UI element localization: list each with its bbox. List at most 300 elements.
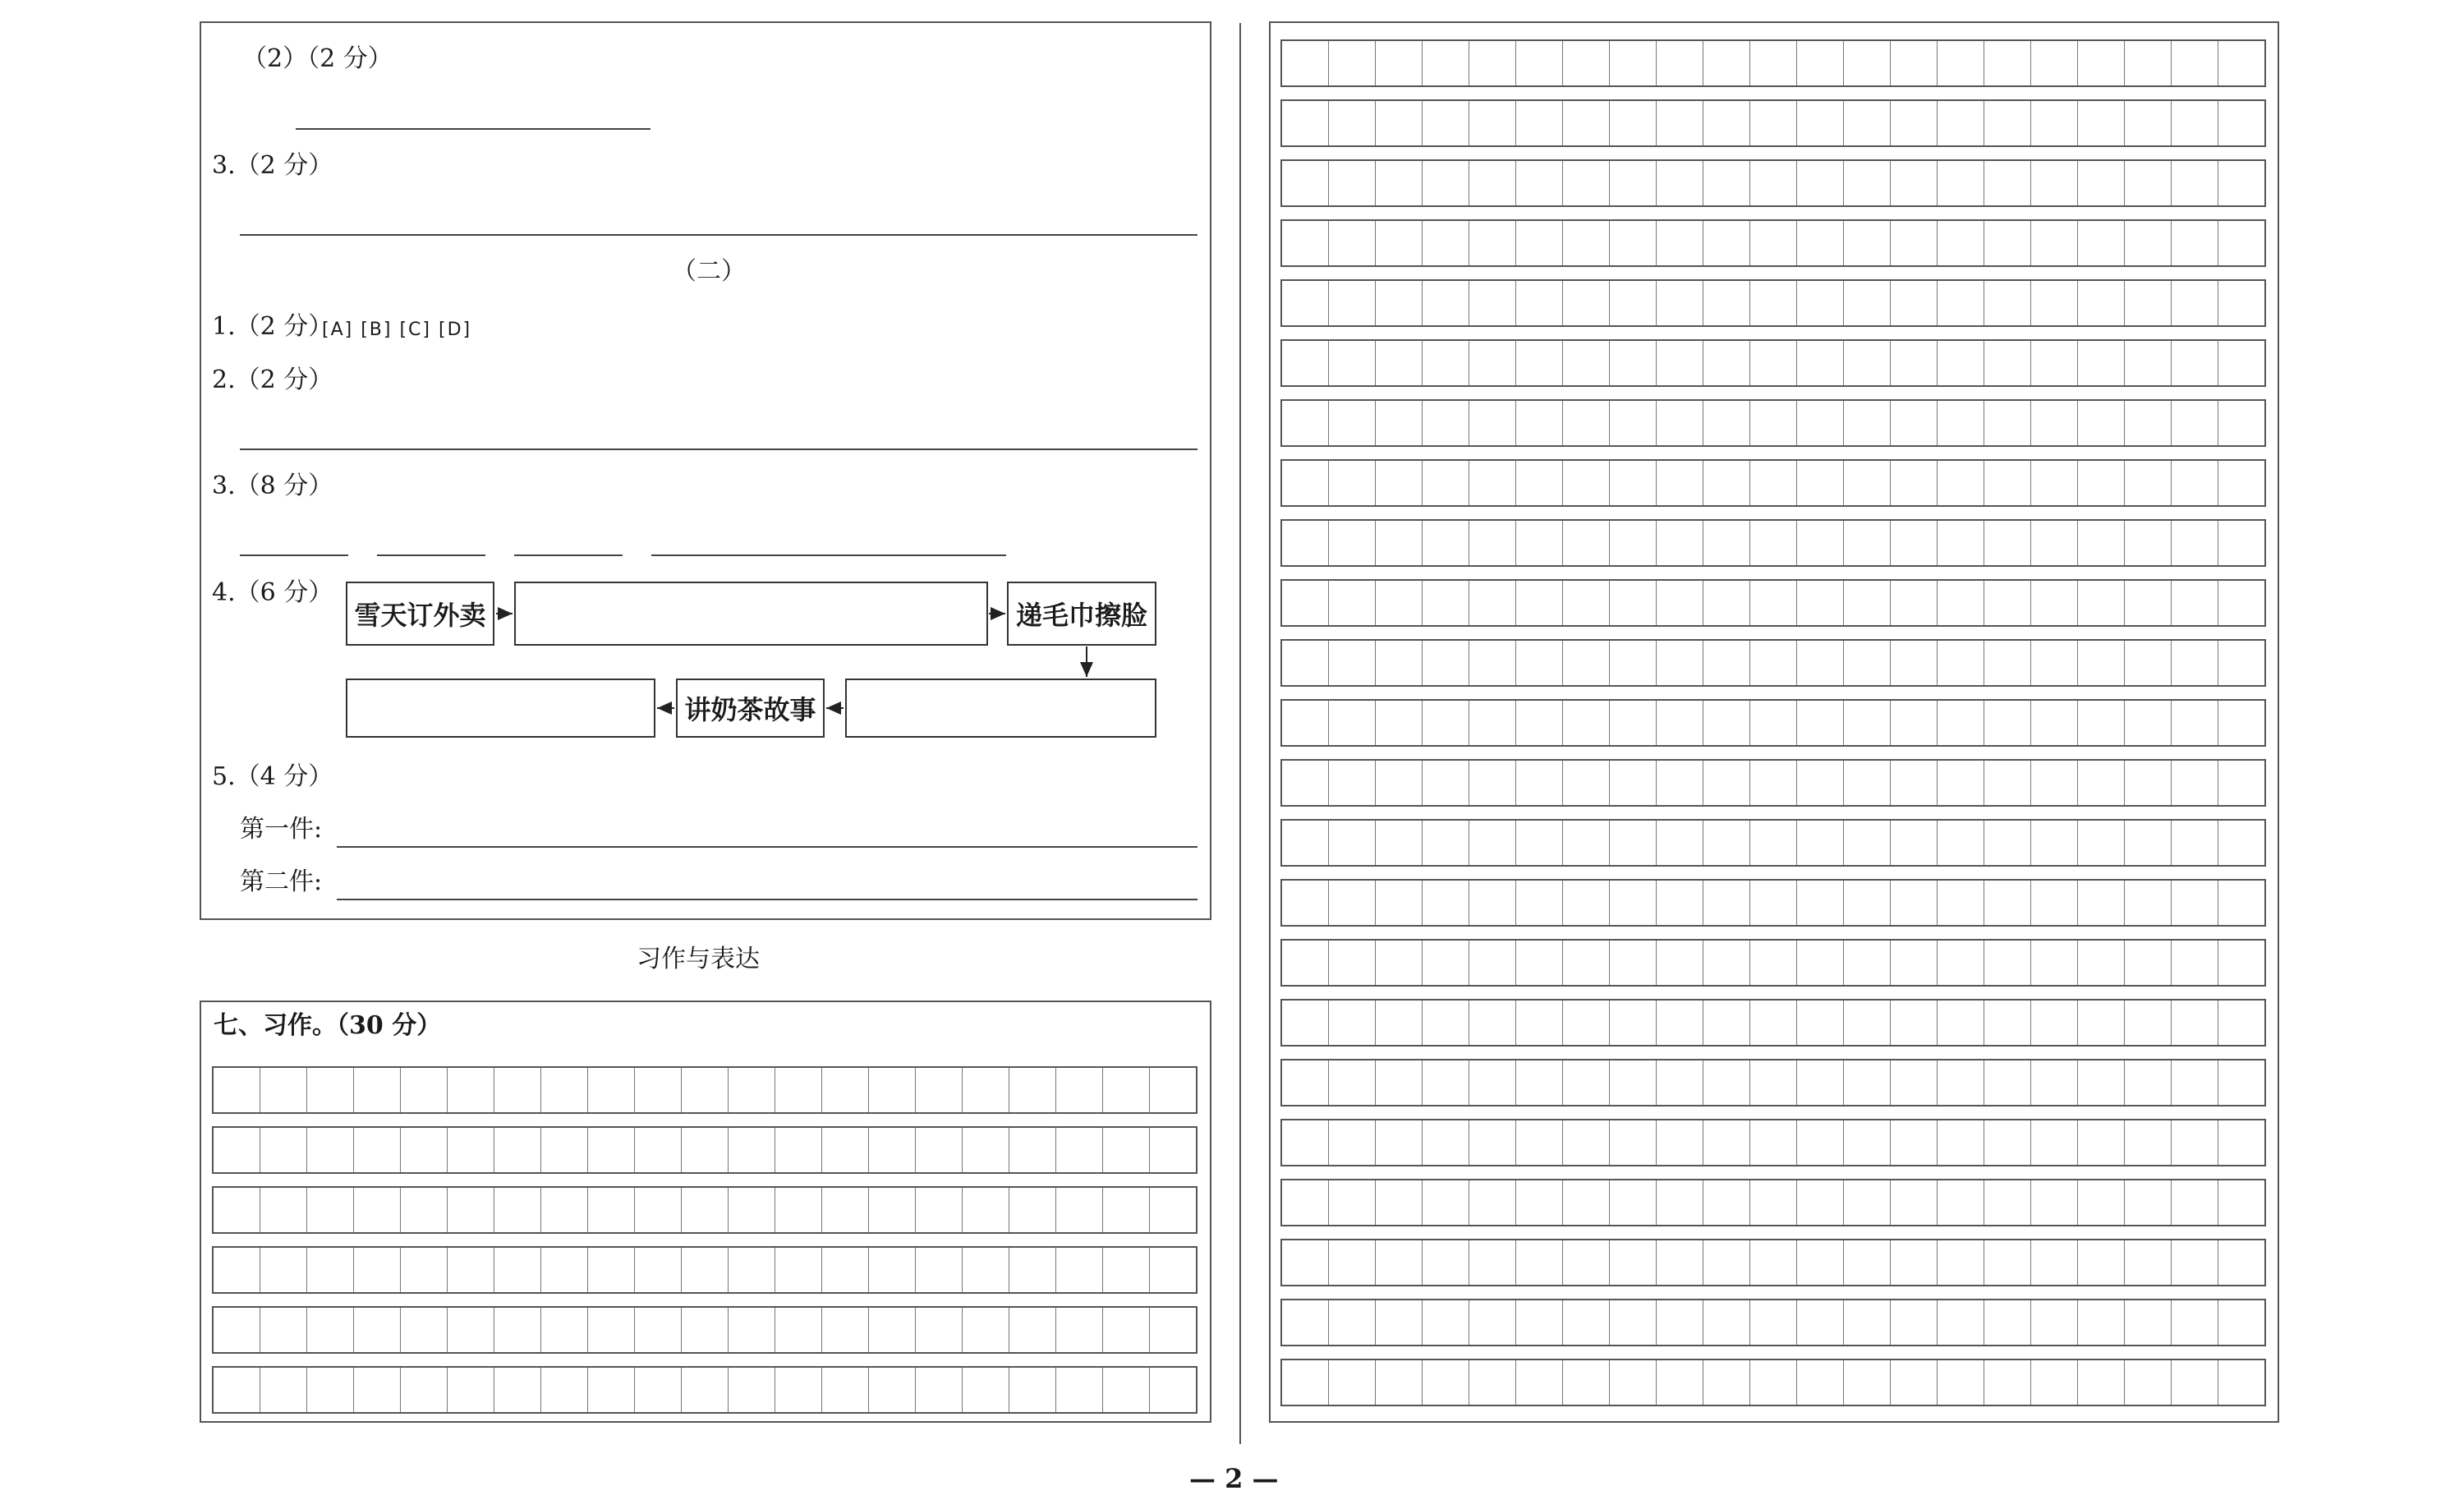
grid-cell[interactable] (1469, 1180, 1516, 1225)
grid-cell[interactable] (2078, 1240, 2125, 1285)
grid-cell[interactable] (2125, 161, 2172, 205)
grid-cell[interactable] (1891, 41, 1938, 85)
grid-cell[interactable] (1423, 701, 1469, 745)
grid-cell[interactable] (963, 1128, 1009, 1172)
grid-cell[interactable] (1844, 221, 1891, 265)
grid-cell[interactable] (1423, 101, 1469, 145)
grid-cell[interactable] (1563, 1360, 1610, 1405)
grid-cell[interactable] (1423, 761, 1469, 805)
grid-cell[interactable] (1797, 581, 1844, 625)
grid-cell[interactable] (1657, 281, 1703, 325)
grid-cell[interactable] (1703, 941, 1750, 985)
grid-cell[interactable] (1423, 221, 1469, 265)
grid-cell[interactable] (1563, 641, 1610, 685)
grid-cell[interactable] (1891, 1120, 1938, 1165)
grid-cell[interactable] (1938, 581, 1984, 625)
grid-cell[interactable] (260, 1248, 307, 1292)
grid-cell[interactable] (1938, 401, 1984, 445)
grid-cell[interactable] (588, 1248, 635, 1292)
grid-cell[interactable] (1703, 1001, 1750, 1045)
grid-cell[interactable] (354, 1308, 401, 1352)
grid-cell[interactable] (1984, 881, 2031, 925)
grid-cell[interactable] (1891, 461, 1938, 505)
grid-cell[interactable] (1938, 461, 1984, 505)
grid-cell[interactable] (1056, 1128, 1103, 1172)
grid-cell[interactable] (2125, 401, 2172, 445)
grid-cell[interactable] (1469, 521, 1516, 565)
s2-q1-options[interactable]: [A] [B] [C] [D] (322, 320, 472, 340)
grid-cell[interactable] (1516, 881, 1563, 925)
grid-cell[interactable] (1610, 1120, 1657, 1165)
grid-cell[interactable] (682, 1068, 729, 1112)
grid-cell[interactable] (1516, 401, 1563, 445)
grid-cell[interactable] (2125, 221, 2172, 265)
grid-cell[interactable] (1750, 281, 1797, 325)
grid-cell[interactable] (2125, 1120, 2172, 1165)
grid-cell[interactable] (2125, 941, 2172, 985)
grid-cell[interactable] (2172, 941, 2218, 985)
grid-cell[interactable] (1657, 1240, 1703, 1285)
grid-cell[interactable] (1703, 521, 1750, 565)
grid-cell[interactable] (1563, 821, 1610, 865)
grid-cell[interactable] (1938, 821, 1984, 865)
grid-cell[interactable] (963, 1068, 1009, 1112)
grid-cell[interactable] (963, 1248, 1009, 1292)
grid-cell[interactable] (1610, 761, 1657, 805)
grid-cell[interactable] (2078, 821, 2125, 865)
grid-cell[interactable] (916, 1308, 963, 1352)
grid-cell[interactable] (2172, 281, 2218, 325)
grid-cell[interactable] (2218, 1300, 2264, 1345)
grid-cell[interactable] (214, 1368, 260, 1412)
grid-cell[interactable] (2172, 341, 2218, 385)
grid-cell[interactable] (1103, 1248, 1150, 1292)
grid-cell[interactable] (2031, 941, 2078, 985)
grid-cell[interactable] (963, 1308, 1009, 1352)
grid-cell[interactable] (2031, 1060, 2078, 1105)
grid-cell[interactable] (1563, 581, 1610, 625)
grid-cell[interactable] (1891, 761, 1938, 805)
grid-cell[interactable] (2031, 161, 2078, 205)
grid-cell[interactable] (1376, 1240, 1423, 1285)
grid-cell[interactable] (1844, 941, 1891, 985)
grid-cell[interactable] (1329, 461, 1376, 505)
grid-cell[interactable] (1891, 521, 1938, 565)
grid-cell[interactable] (1750, 101, 1797, 145)
grid-cell[interactable] (588, 1128, 635, 1172)
grid-cell[interactable] (1282, 581, 1329, 625)
grid-cell[interactable] (1423, 521, 1469, 565)
grid-cell[interactable] (1844, 281, 1891, 325)
grid-cell[interactable] (1984, 1240, 2031, 1285)
grid-cell[interactable] (2125, 641, 2172, 685)
grid-cell[interactable] (2031, 101, 2078, 145)
grid-cell[interactable] (1056, 1068, 1103, 1112)
grid-cell[interactable] (541, 1368, 588, 1412)
grid-cell[interactable] (1984, 41, 2031, 85)
grid-cell[interactable] (2031, 521, 2078, 565)
grid-cell[interactable] (1938, 281, 1984, 325)
grid-cell[interactable] (2125, 1060, 2172, 1105)
grid-cell[interactable] (869, 1068, 916, 1112)
grid-cell[interactable] (307, 1368, 354, 1412)
grid-cell[interactable] (1516, 1300, 1563, 1345)
grid-cell[interactable] (1376, 461, 1423, 505)
grid-cell[interactable] (1844, 341, 1891, 385)
grid-cell[interactable] (1329, 1001, 1376, 1045)
grid-cell[interactable] (1516, 1180, 1563, 1225)
grid-cell[interactable] (1891, 581, 1938, 625)
grid-cell[interactable] (1703, 761, 1750, 805)
grid-cell[interactable] (1282, 761, 1329, 805)
grid-cell[interactable] (775, 1248, 822, 1292)
grid-cell[interactable] (1009, 1128, 1056, 1172)
grid-cell[interactable] (1610, 101, 1657, 145)
grid-cell[interactable] (2218, 461, 2264, 505)
grid-cell[interactable] (916, 1248, 963, 1292)
grid-cell[interactable] (1750, 1360, 1797, 1405)
grid-cell[interactable] (1516, 701, 1563, 745)
grid-cell[interactable] (1376, 941, 1423, 985)
grid-cell[interactable] (1376, 41, 1423, 85)
grid-cell[interactable] (1938, 1060, 1984, 1105)
grid-cell[interactable] (1610, 1360, 1657, 1405)
grid-cell[interactable] (1009, 1368, 1056, 1412)
grid-cell[interactable] (448, 1308, 494, 1352)
grid-cell[interactable] (307, 1308, 354, 1352)
grid-cell[interactable] (1329, 401, 1376, 445)
grid-cell[interactable] (448, 1128, 494, 1172)
grid-cell[interactable] (1750, 341, 1797, 385)
grid-cell[interactable] (1423, 281, 1469, 325)
grid-cell[interactable] (1750, 701, 1797, 745)
grid-cell[interactable] (2031, 581, 2078, 625)
grid-cell[interactable] (916, 1068, 963, 1112)
grid-cell[interactable] (1610, 1180, 1657, 1225)
grid-cell[interactable] (1469, 581, 1516, 625)
grid-cell[interactable] (1563, 521, 1610, 565)
grid-cell[interactable] (1423, 941, 1469, 985)
grid-cell[interactable] (1610, 1240, 1657, 1285)
grid-cell[interactable] (2078, 701, 2125, 745)
grid-cell[interactable] (448, 1188, 494, 1232)
grid-cell[interactable] (1329, 161, 1376, 205)
grid-cell[interactable] (2218, 1240, 2264, 1285)
grid-cell[interactable] (1938, 881, 1984, 925)
grid-cell[interactable] (1469, 1360, 1516, 1405)
grid-cell[interactable] (2218, 881, 2264, 925)
grid-cell[interactable] (1563, 281, 1610, 325)
grid-cell[interactable] (1469, 461, 1516, 505)
grid-cell[interactable] (1797, 1360, 1844, 1405)
grid-cell[interactable] (2218, 581, 2264, 625)
grid-cell[interactable] (1563, 1001, 1610, 1045)
grid-cell[interactable] (1938, 1120, 1984, 1165)
grid-cell[interactable] (2218, 341, 2264, 385)
grid-cell[interactable] (1844, 581, 1891, 625)
grid-cell[interactable] (775, 1128, 822, 1172)
grid-cell[interactable] (822, 1248, 869, 1292)
grid-cell[interactable] (1516, 41, 1563, 85)
grid-cell[interactable] (2125, 701, 2172, 745)
grid-cell[interactable] (1750, 1180, 1797, 1225)
grid-cell[interactable] (1984, 1360, 2031, 1405)
grid-cell[interactable] (2078, 161, 2125, 205)
grid-cell[interactable] (2172, 221, 2218, 265)
grid-cell[interactable] (1516, 761, 1563, 805)
grid-cell[interactable] (2218, 521, 2264, 565)
grid-cell[interactable] (963, 1368, 1009, 1412)
grid-cell[interactable] (729, 1128, 775, 1172)
grid-cell[interactable] (1891, 401, 1938, 445)
grid-cell[interactable] (1329, 221, 1376, 265)
grid-cell[interactable] (2218, 221, 2264, 265)
grid-cell[interactable] (1329, 521, 1376, 565)
grid-cell[interactable] (1797, 341, 1844, 385)
grid-cell[interactable] (1797, 461, 1844, 505)
grid-cell[interactable] (1703, 461, 1750, 505)
grid-cell[interactable] (1282, 1001, 1329, 1045)
grid-cell[interactable] (916, 1188, 963, 1232)
grid-cell[interactable] (448, 1068, 494, 1112)
grid-cell[interactable] (1282, 101, 1329, 145)
grid-cell[interactable] (1610, 281, 1657, 325)
grid-cell[interactable] (2218, 161, 2264, 205)
grid-cell[interactable] (1657, 1120, 1703, 1165)
grid-cell[interactable] (1844, 461, 1891, 505)
grid-cell[interactable] (1469, 161, 1516, 205)
grid-cell[interactable] (1469, 761, 1516, 805)
grid-cell[interactable] (1469, 701, 1516, 745)
grid-cell[interactable] (1423, 881, 1469, 925)
grid-cell[interactable] (2078, 461, 2125, 505)
grid-cell[interactable] (1009, 1188, 1056, 1232)
grid-cell[interactable] (1657, 521, 1703, 565)
grid-cell[interactable] (1984, 461, 2031, 505)
grid-cell[interactable] (775, 1308, 822, 1352)
grid-cell[interactable] (1984, 1180, 2031, 1225)
grid-cell[interactable] (2172, 41, 2218, 85)
grid-cell[interactable] (775, 1188, 822, 1232)
grid-cell[interactable] (2172, 1120, 2218, 1165)
grid-cell[interactable] (1984, 1001, 2031, 1045)
grid-cell[interactable] (2218, 281, 2264, 325)
grid-cell[interactable] (2172, 1240, 2218, 1285)
grid-cell[interactable] (729, 1368, 775, 1412)
grid-cell[interactable] (1703, 401, 1750, 445)
grid-cell[interactable] (354, 1188, 401, 1232)
grid-cell[interactable] (1984, 161, 2031, 205)
grid-cell[interactable] (1984, 701, 2031, 745)
grid-cell[interactable] (1984, 581, 2031, 625)
grid-cell[interactable] (2172, 581, 2218, 625)
grid-cell[interactable] (1563, 1060, 1610, 1105)
grid-cell[interactable] (307, 1128, 354, 1172)
grid-cell[interactable] (1610, 401, 1657, 445)
grid-cell[interactable] (1150, 1128, 1196, 1172)
grid-cell[interactable] (2218, 641, 2264, 685)
grid-cell[interactable] (1329, 881, 1376, 925)
grid-cell[interactable] (1938, 1001, 1984, 1045)
grid-cell[interactable] (214, 1248, 260, 1292)
grid-cell[interactable] (1984, 221, 2031, 265)
grid-cell[interactable] (1984, 1060, 2031, 1105)
grid-cell[interactable] (2172, 521, 2218, 565)
grid-cell[interactable] (2078, 581, 2125, 625)
grid-cell[interactable] (1657, 821, 1703, 865)
grid-cell[interactable] (1563, 881, 1610, 925)
grid-cell[interactable] (1563, 1240, 1610, 1285)
grid-cell[interactable] (1891, 161, 1938, 205)
grid-cell[interactable] (2218, 761, 2264, 805)
grid-cell[interactable] (541, 1188, 588, 1232)
grid-cell[interactable] (869, 1248, 916, 1292)
grid-cell[interactable] (2218, 941, 2264, 985)
grid-cell[interactable] (2031, 221, 2078, 265)
grid-cell[interactable] (1563, 1120, 1610, 1165)
grid-cell[interactable] (2031, 341, 2078, 385)
grid-cell[interactable] (1009, 1248, 1056, 1292)
grid-cell[interactable] (869, 1188, 916, 1232)
grid-cell[interactable] (1516, 941, 1563, 985)
grid-cell[interactable] (1103, 1188, 1150, 1232)
grid-cell[interactable] (2078, 1001, 2125, 1045)
grid-cell[interactable] (2078, 881, 2125, 925)
grid-cell[interactable] (1563, 1300, 1610, 1345)
grid-cell[interactable] (869, 1128, 916, 1172)
grid-cell[interactable] (1797, 161, 1844, 205)
grid-cell[interactable] (1282, 821, 1329, 865)
grid-cell[interactable] (635, 1248, 682, 1292)
grid-cell[interactable] (2172, 1180, 2218, 1225)
grid-cell[interactable] (1891, 1360, 1938, 1405)
grid-cell[interactable] (1750, 1120, 1797, 1165)
grid-cell[interactable] (1797, 821, 1844, 865)
grid-cell[interactable] (1797, 641, 1844, 685)
grid-cell[interactable] (1469, 341, 1516, 385)
grid-cell[interactable] (1750, 221, 1797, 265)
grid-cell[interactable] (1282, 1300, 1329, 1345)
grid-cell[interactable] (1703, 1060, 1750, 1105)
grid-cell[interactable] (2078, 401, 2125, 445)
grid-cell[interactable] (729, 1308, 775, 1352)
grid-cell[interactable] (1984, 281, 2031, 325)
grid-cell[interactable] (729, 1188, 775, 1232)
grid-cell[interactable] (2125, 581, 2172, 625)
grid-cell[interactable] (2172, 101, 2218, 145)
grid-cell[interactable] (1282, 701, 1329, 745)
grid-cell[interactable] (2031, 401, 2078, 445)
grid-cell[interactable] (1516, 1360, 1563, 1405)
grid-cell[interactable] (1376, 1120, 1423, 1165)
grid-cell[interactable] (1657, 581, 1703, 625)
grid-cell[interactable] (1984, 101, 2031, 145)
grid-cell[interactable] (1891, 1001, 1938, 1045)
grid-cell[interactable] (1469, 821, 1516, 865)
grid-cell[interactable] (1938, 1240, 1984, 1285)
grid-cell[interactable] (1150, 1308, 1196, 1352)
grid-cell[interactable] (1703, 1180, 1750, 1225)
grid-cell[interactable] (2172, 1300, 2218, 1345)
grid-cell[interactable] (1516, 341, 1563, 385)
grid-cell[interactable] (1376, 401, 1423, 445)
grid-cell[interactable] (2078, 101, 2125, 145)
grid-cell[interactable] (1844, 41, 1891, 85)
grid-cell[interactable] (682, 1368, 729, 1412)
grid-cell[interactable] (1329, 341, 1376, 385)
grid-cell[interactable] (1797, 881, 1844, 925)
grid-cell[interactable] (2172, 461, 2218, 505)
grid-cell[interactable] (1103, 1368, 1150, 1412)
grid-cell[interactable] (401, 1308, 448, 1352)
grid-cell[interactable] (1657, 161, 1703, 205)
grid-cell[interactable] (2218, 1180, 2264, 1225)
grid-cell[interactable] (1844, 401, 1891, 445)
grid-cell[interactable] (1563, 101, 1610, 145)
grid-cell[interactable] (822, 1128, 869, 1172)
grid-cell[interactable] (1938, 161, 1984, 205)
grid-cell[interactable] (494, 1188, 541, 1232)
grid-cell[interactable] (1891, 221, 1938, 265)
grid-cell[interactable] (2218, 1360, 2264, 1405)
grid-cell[interactable] (1376, 881, 1423, 925)
grid-cell[interactable] (1516, 581, 1563, 625)
grid-cell[interactable] (963, 1188, 1009, 1232)
grid-cell[interactable] (1376, 341, 1423, 385)
grid-cell[interactable] (1282, 341, 1329, 385)
grid-cell[interactable] (729, 1068, 775, 1112)
grid-cell[interactable] (1150, 1368, 1196, 1412)
grid-cell[interactable] (1329, 1180, 1376, 1225)
grid-cell[interactable] (1376, 641, 1423, 685)
grid-cell[interactable] (1516, 821, 1563, 865)
grid-cell[interactable] (682, 1308, 729, 1352)
grid-cell[interactable] (1469, 881, 1516, 925)
grid-cell[interactable] (1563, 341, 1610, 385)
grid-cell[interactable] (2078, 1360, 2125, 1405)
grid-cell[interactable] (1516, 1060, 1563, 1105)
grid-cell[interactable] (2031, 281, 2078, 325)
grid-cell[interactable] (1984, 1120, 2031, 1165)
grid-cell[interactable] (1610, 881, 1657, 925)
grid-cell[interactable] (1703, 281, 1750, 325)
grid-cell[interactable] (1797, 1060, 1844, 1105)
grid-cell[interactable] (494, 1128, 541, 1172)
grid-cell[interactable] (1891, 701, 1938, 745)
grid-cell[interactable] (1056, 1308, 1103, 1352)
grid-cell[interactable] (1657, 461, 1703, 505)
grid-cell[interactable] (1469, 281, 1516, 325)
grid-cell[interactable] (1891, 1240, 1938, 1285)
grid-cell[interactable] (401, 1068, 448, 1112)
grid-cell[interactable] (1797, 221, 1844, 265)
grid-cell[interactable] (541, 1128, 588, 1172)
grid-cell[interactable] (588, 1068, 635, 1112)
grid-cell[interactable] (2172, 1060, 2218, 1105)
grid-cell[interactable] (1009, 1308, 1056, 1352)
grid-cell[interactable] (1563, 161, 1610, 205)
grid-cell[interactable] (1423, 1120, 1469, 1165)
grid-cell[interactable] (1657, 101, 1703, 145)
grid-cell[interactable] (1376, 1300, 1423, 1345)
grid-cell[interactable] (1376, 1060, 1423, 1105)
grid-cell[interactable] (1056, 1248, 1103, 1292)
grid-cell[interactable] (214, 1128, 260, 1172)
grid-cell[interactable] (1563, 761, 1610, 805)
grid-cell[interactable] (1469, 101, 1516, 145)
grid-cell[interactable] (1750, 161, 1797, 205)
grid-cell[interactable] (1423, 821, 1469, 865)
